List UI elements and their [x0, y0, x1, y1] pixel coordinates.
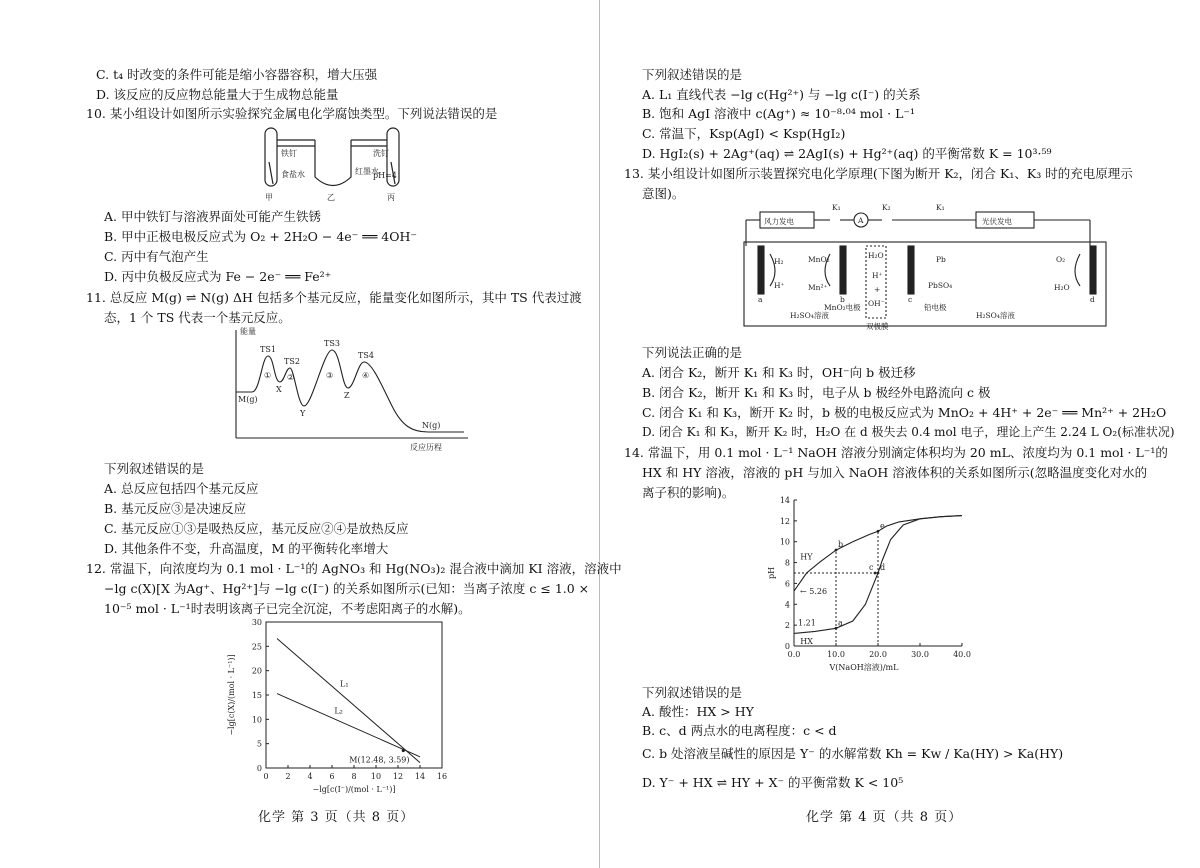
- fig11-ts-label: TS3: [324, 339, 340, 348]
- fig13-label: Pb: [936, 255, 946, 264]
- y-tick-label: 4: [784, 600, 790, 610]
- fig13-label: H₂SO₄溶液: [790, 311, 829, 320]
- x-axis-label: −lg[c(I⁻)/(mol · L⁻¹)]: [312, 785, 396, 794]
- point-b: [835, 549, 838, 552]
- option-13d: D. 闭合 K₁ 和 K₃，断开 K₂ 时，H₂O 在 d 极失去 0.4 mol 电子，理论上产生 2.24 L O₂(标准状况): [642, 425, 1175, 439]
- fig11-species-label: Y: [300, 409, 306, 418]
- fig11-species-label: M(g): [238, 395, 258, 404]
- x-tick-label: 16: [436, 772, 448, 781]
- fig11-species-label: Z: [344, 391, 350, 400]
- series-label: L₂: [334, 706, 343, 716]
- fig13-label: +: [874, 285, 881, 294]
- series-line-1: [277, 639, 420, 763]
- point-m: [402, 749, 405, 752]
- fig13-label: 铅电极: [924, 303, 947, 312]
- point-d: [877, 572, 880, 575]
- x-axis-label: V(NaOH溶液)/mL: [829, 663, 899, 672]
- x-tick-label: 2: [285, 772, 291, 781]
- fig10-label: 食盐水: [281, 170, 305, 179]
- series-label: HY: [800, 552, 813, 562]
- fig13-label: H⁺: [872, 271, 883, 280]
- option-11b: B. 基元反应③是决速反应: [104, 501, 247, 516]
- y-tick-label: 6: [784, 579, 790, 589]
- fig11-step-label: ③: [326, 371, 334, 380]
- x-tick-label: 4: [307, 772, 313, 781]
- fig10-label: 乙: [327, 193, 335, 202]
- x-tick-label: 0: [263, 772, 269, 781]
- point-label: e: [880, 521, 885, 531]
- fig13-label: 光伏发电: [982, 217, 1012, 226]
- fig13-label: OH⁻: [868, 299, 885, 308]
- series-label: L₁: [340, 679, 349, 689]
- fig13-label: 风力发电: [764, 217, 794, 226]
- y-tick-label: 30: [251, 618, 262, 627]
- fig11-ts-label: TS4: [358, 351, 374, 360]
- option-12a: A. L₁ 直线代表 −lg c(Hg²⁺) 与 −lg c(I⁻) 的关系: [642, 87, 921, 102]
- question-14: 14. 常温下，用 0.1 mol · L⁻¹ NaOH 溶液分别滴定体积均为 20 mL、浓度均为 0.1 mol · L⁻¹的: [624, 445, 1168, 460]
- question-12: 12. 常温下，向浓度均为 0.1 mol · L⁻¹的 AgNO₃ 和 Hg(NO₃)₂ 混合液中滴加 KI 溶液，溶液中: [86, 561, 622, 576]
- fig13-label: MnO₂: [808, 255, 830, 264]
- x-tick-label: 40.0: [953, 650, 971, 659]
- y-tick-label: 14: [779, 496, 790, 505]
- x-tick-label: 30.0: [911, 650, 929, 659]
- option-14c: C. b 处溶液呈碱性的原因是 Y⁻ 的水解常数 Kh = Kw / Ka(HY) > Ka(HY): [642, 746, 1064, 761]
- question-10: 10. 某小组设计如图所示实验探究金属电化学腐蚀类型。下列说法错误的是: [86, 106, 498, 121]
- y-tick-label: 0: [256, 764, 262, 773]
- option-10c: C. 丙中有气泡产生: [104, 249, 209, 264]
- fig13-label: Mn²⁺: [808, 283, 828, 292]
- x-tick-label: 12: [392, 772, 404, 781]
- fig11-ts-label: TS1: [260, 345, 276, 354]
- y-tick-label: 2: [784, 621, 790, 631]
- fig13-electrochem-apparatus: [740, 202, 1120, 332]
- fig11-energy-diagram: [232, 326, 472, 456]
- fig11-xlabel: 反应历程: [410, 443, 442, 452]
- question-12-cont: 10⁻⁵ mol · L⁻¹时表明该离子已完全沉淀，不考虑阳离子的水解)。: [104, 601, 471, 616]
- option-11d: D. 其他条件不变，升高温度，M 的平衡转化率增大: [104, 541, 389, 556]
- fig11-ylabel: 能量: [240, 327, 256, 336]
- x-tick-label: 20.0: [869, 650, 887, 659]
- option-12d: D. HgI₂(s) + 2Ag⁺(aq) ⇌ 2AgI(s) + Hg²⁺(aq) 的平衡常数 K = 10³·⁵⁹: [642, 146, 1052, 161]
- x-tick-label: 6: [329, 772, 335, 781]
- fig13-label: K₁: [936, 203, 945, 212]
- fig13-label: PbSO₄: [928, 281, 953, 290]
- fig13-label: d: [1090, 295, 1095, 304]
- x-tick-label: 14: [414, 772, 426, 781]
- fig11-step-label: ①: [264, 371, 272, 380]
- annotation-label: ← 5.26: [800, 587, 828, 597]
- fig10-corrosion-apparatus: [255, 122, 415, 202]
- series-line-2: [277, 694, 420, 757]
- fig10-label: 铁钉: [281, 149, 297, 158]
- option-10a: A. 甲中铁钉与溶液界面处可能产生铁锈: [104, 209, 321, 224]
- option-13b: B. 闭合 K₂，断开 K₁ 和 K₃ 时，电子从 b 极经外电路流向 c 极: [642, 385, 991, 400]
- fig13-label: O₂: [1056, 255, 1066, 264]
- fig11-step-label: ②: [287, 373, 295, 382]
- y-tick-label: 8: [784, 558, 790, 568]
- fig13-label: H⁺: [774, 281, 785, 290]
- fig13-label: a: [758, 295, 763, 304]
- annotation-label: M(12.48, 3.59): [349, 755, 410, 765]
- y-axis-label: −lg[c(X)/(mol · L⁻¹)]: [227, 654, 236, 736]
- fig10-label: 洗钉: [373, 149, 389, 158]
- question-12-cont: −lg c(X)[X 为Ag⁺、Hg²⁺]与 −lg c(I⁻) 的关系如图所示(已知：当离子浓度 c ≤ 1.0 ×: [104, 581, 590, 596]
- fig13-label: A: [858, 216, 864, 225]
- right-page: [600, 0, 1200, 868]
- page-footer-right: 化学 第 4 页（共 8 页）: [806, 810, 963, 825]
- y-tick-label: 12: [779, 516, 790, 526]
- question-11-prompt: 下列叙述错误的是: [104, 461, 205, 476]
- annotation-label: 1.21: [798, 618, 816, 628]
- x-tick-label: 0.0: [787, 650, 801, 659]
- point-label: d: [880, 563, 886, 572]
- point-c: [874, 572, 877, 575]
- question-14-cont: HX 和 HY 溶液，溶液的 pH 与加入 NaOH 溶液体积的关系如图所示(忽略温度变化对水的: [642, 465, 1148, 480]
- fig10-label: 丙: [387, 193, 395, 202]
- fig13-label: H₂SO₄溶液: [976, 311, 1015, 320]
- question-13-cont: 意图)。: [642, 186, 685, 201]
- point-label: a: [838, 618, 843, 628]
- fig13-label: b: [840, 295, 845, 304]
- option-10d: D. 丙中负极反应式为 Fe − 2e⁻ ══ Fe²⁺: [104, 269, 332, 284]
- point-label: b: [838, 540, 844, 550]
- option-11c: C. 基元反应①③是吸热反应，基元反应②④是放热反应: [104, 521, 409, 536]
- fig10-label: 红墨水: [355, 167, 379, 176]
- fig13-label: c: [908, 295, 913, 304]
- y-tick-label: 5: [256, 739, 262, 749]
- option-9c: C. t₄ 时改变的条件可能是缩小容器容积，增大压强: [96, 67, 378, 82]
- question-14-prompt: 下列叙述错误的是: [642, 685, 743, 700]
- fig13-label: K₂: [882, 203, 891, 212]
- plot-frame: [266, 622, 442, 768]
- x-tick-label: 8: [351, 772, 357, 781]
- y-tick-label: 15: [251, 691, 262, 700]
- option-14b: B. c、d 两点水的电离程度：c < d: [642, 723, 837, 738]
- fig13-label: H₂O: [1054, 283, 1070, 292]
- option-13c: C. 闭合 K₁ 和 K₃，断开 K₂ 时，b 极的电极反应式为 MnO₂ + 4H⁺ + 2e⁻ ══ Mn²⁺ + 2H₂O: [642, 405, 1167, 420]
- fig14-chart: [768, 494, 980, 676]
- point-a: [835, 627, 838, 630]
- fig11-step-label: ④: [362, 371, 370, 380]
- question-13: 13. 某小组设计如图所示装置探究电化学原理(下图为断开 K₂，闭合 K₁、K₃ 时的充电原理示: [624, 166, 1133, 181]
- option-9d: D. 该反应的反应物总能量大于生成物总能量: [96, 87, 339, 102]
- option-12c: C. 常温下，Ksp(AgI) < Ksp(HgI₂): [642, 126, 846, 141]
- option-10b: B. 甲中正极电极反应式为 O₂ + 2H₂O − 4e⁻ ══ 4OH⁻: [104, 229, 417, 244]
- question-14-cont: 离子积的影响)。: [642, 485, 735, 500]
- fig13-label: H₂O: [868, 251, 884, 260]
- y-axis-label: pH: [767, 566, 776, 580]
- option-12b: B. 饱和 AgI 溶液中 c(Ag⁺) ≈ 10⁻⁸·⁰⁴ mol · L⁻¹: [642, 106, 916, 121]
- page-footer-left: 化学 第 3 页（共 8 页）: [258, 810, 415, 825]
- question-12-prompt: 下列叙述错误的是: [642, 67, 743, 82]
- x-tick-label: 10.0: [827, 650, 845, 659]
- fig13-label: H₂: [774, 257, 784, 266]
- fig11-ts-label: TS2: [284, 357, 300, 366]
- option-11a: A. 总反应包括四个基元反应: [104, 481, 259, 496]
- y-tick-label: 10: [251, 715, 262, 725]
- series-label: HX: [800, 636, 813, 646]
- y-tick-label: 25: [251, 642, 262, 652]
- fig10-label: pH=4: [373, 171, 397, 180]
- option-14a: A. 酸性：HX > HY: [642, 704, 754, 719]
- fig13-label: 双极膜: [866, 322, 889, 331]
- y-tick-label: 10: [779, 537, 790, 547]
- question-13-prompt: 下列说法正确的是: [642, 345, 743, 360]
- question-11-cont: 态，1 个 TS 代表一个基元反应。: [104, 310, 291, 325]
- fig11-species-label: X: [276, 385, 282, 394]
- fig13-label: K₁: [832, 203, 841, 212]
- option-13a: A. 闭合 K₂，断开 K₁ 和 K₃ 时，OH⁻向 b 极迁移: [642, 365, 916, 380]
- question-11: 11. 总反应 M(g) ⇌ N(g) ΔH 包括多个基元反应，能量变化如图所示，其中 TS 代表过渡: [86, 290, 582, 305]
- fig13-label: MnO₂电极: [824, 303, 861, 312]
- point-label: c: [869, 563, 874, 572]
- fig12-chart: [222, 616, 454, 794]
- point-e: [877, 530, 880, 533]
- y-tick-label: 20: [251, 666, 262, 676]
- x-tick-label: 10: [370, 772, 382, 781]
- fig11-species-label: N(g): [422, 421, 441, 430]
- fig10-label: 甲: [265, 193, 273, 202]
- y-tick-label: 0: [784, 642, 790, 651]
- option-14d: D. Y⁻ + HX ⇌ HY + X⁻ 的平衡常数 K < 10⁵: [642, 775, 904, 790]
